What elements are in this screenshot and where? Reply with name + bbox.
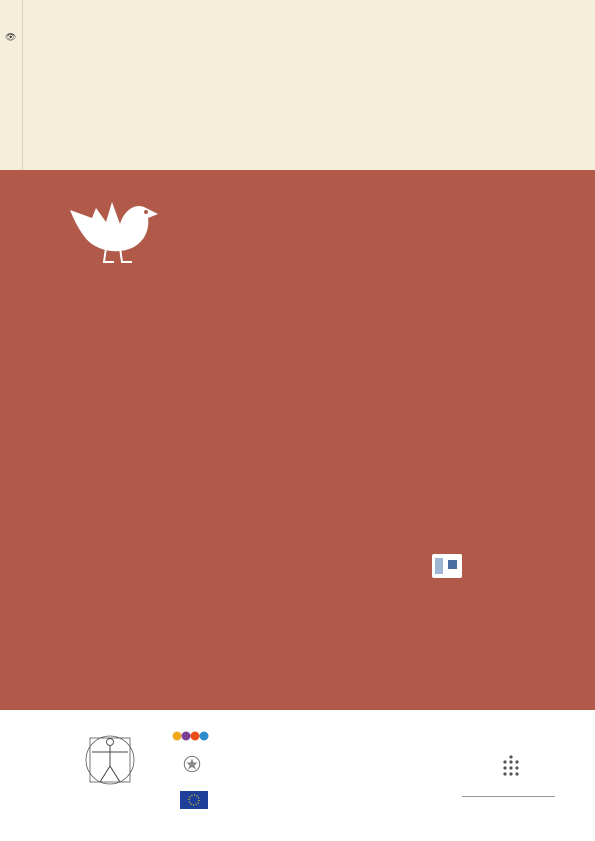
alphabet-banner (0, 0, 595, 170)
side-vertical-label (0, 95, 22, 155)
main-section (0, 170, 595, 710)
banner-side-strip (0, 0, 23, 170)
data-section (0, 292, 595, 295)
miur-row (172, 724, 452, 750)
asnor-logo (62, 730, 158, 820)
mise-row (172, 752, 452, 778)
bird-icon (62, 188, 162, 266)
footer (0, 710, 595, 841)
programma-section (0, 462, 595, 465)
italian-emblem-icon (182, 754, 202, 774)
attestato-section (0, 643, 595, 644)
card-icon (432, 554, 462, 578)
carta-docente-logo (432, 552, 542, 586)
alphabet-row-1 (28, 4, 583, 79)
vitruvian-man-icon (84, 730, 136, 792)
formatori-section (0, 592, 595, 593)
alphabet-row-2 (28, 88, 583, 163)
miur-logo (172, 726, 210, 746)
eu-flag-icon (180, 790, 208, 810)
eu-row (172, 788, 452, 814)
forprogest-dots-icon (498, 754, 524, 778)
forprogest-divider (462, 796, 555, 797)
eye-icon: 👁 (5, 32, 17, 42)
premessa-section (0, 358, 595, 361)
